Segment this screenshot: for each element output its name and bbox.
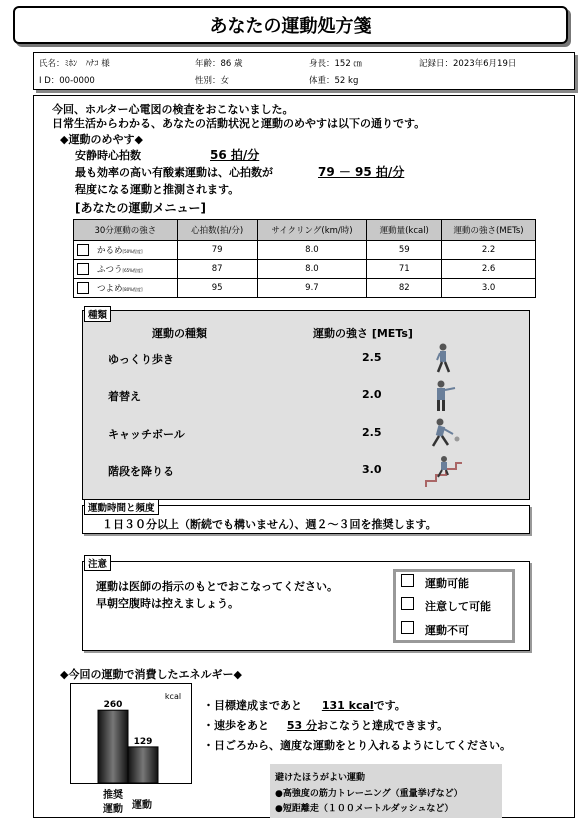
bullet-1-suffix: です。: [373, 699, 406, 712]
chart-unit: kcal: [164, 692, 182, 701]
patient-sex: 性別：女: [195, 76, 230, 86]
avoid-item-1: ●高強度の筋力トレーニング（重量挙げなど）: [275, 789, 463, 799]
intensity-tag: [50%程度]: [122, 248, 143, 254]
hr-cell: 95: [177, 279, 257, 298]
option-exercise-caution[interactable]: [401, 597, 491, 613]
checkbox[interactable]: [77, 263, 89, 275]
exercise-mets: 2.5: [362, 426, 382, 439]
intensity-cell[interactable]: [74, 260, 178, 279]
energy-bullet-1: [203, 697, 406, 713]
mets-cell: 3.0: [442, 279, 536, 298]
dressing-person-icon: [428, 379, 458, 413]
checkbox[interactable]: [77, 282, 89, 294]
stairs-person-icon: [424, 455, 464, 489]
exercise-mets: 3.0: [362, 463, 382, 476]
caution-line-1: 運動は医師の指示のもとでおこなってください。: [96, 580, 338, 593]
patient-id: I D：00-0000: [39, 76, 95, 86]
intro-line-1: 今回、ホルター心電図の検査をおこないました。: [52, 103, 294, 116]
table-row: [74, 241, 536, 260]
intro-line-2: 日常生活からわかる、あなたの活動状況と運動のめやすは以下の通りです。: [52, 117, 426, 130]
menu-heading: [あなたの運動メニュー]: [75, 201, 206, 215]
table-header: 運動量(kcal): [367, 220, 442, 241]
option-exercise-ng[interactable]: [401, 621, 469, 637]
option-label: 注意して可能: [425, 600, 491, 613]
page-title: あなたの運動処方箋: [13, 6, 568, 44]
table-header: 心拍数(拍/分): [177, 220, 257, 241]
chart-bar: [128, 747, 158, 783]
mets-cell: 2.2: [442, 241, 536, 260]
types-label: 種類: [84, 306, 111, 322]
energy-bar-chart: [70, 683, 192, 784]
intensity-name: つよめ: [97, 283, 123, 294]
walking-person-icon: [428, 342, 458, 374]
frequency-label: 運動時間と頻度: [84, 499, 159, 515]
checkbox[interactable]: [77, 244, 89, 256]
avoid-title: 避けたほうがよい運動: [275, 773, 366, 783]
exercise-menu-table: [73, 219, 536, 298]
cycling-cell: 9.7: [257, 279, 367, 298]
col-exercise-mets: 運動の強さ [METs]: [313, 327, 413, 340]
energy-heading: ◆今回の運動で消費したエネルギー◆: [60, 668, 242, 681]
checkbox[interactable]: [401, 621, 414, 634]
patient-height: 身長：152 ㎝: [309, 59, 362, 69]
frequency-text: １日３０分以上（断続でも構いません）、週２～３回を推奨します。: [102, 518, 437, 531]
cycling-cell: 8.0: [257, 260, 367, 279]
patient-weight: 体重：52 kg: [309, 76, 359, 86]
chart-bar-value: 129: [133, 736, 153, 747]
mets-cell: 2.6: [442, 260, 536, 279]
caution-label: 注意: [84, 555, 111, 571]
intensity-tag: [65%程度]: [122, 267, 143, 273]
chart-category-target: 推奨 運動: [103, 790, 123, 815]
table-header: 運動の強さ(METs): [442, 220, 536, 241]
avoid-item-2: ●短距離走（１００メートルダッシュなど）: [275, 804, 454, 814]
col-exercise-type: 運動の種類: [152, 327, 207, 340]
option-exercise-ok[interactable]: [401, 574, 469, 590]
kcal-cell: 59: [367, 241, 442, 260]
intensity-cell[interactable]: [74, 279, 178, 298]
guide-heading: ◆運動のめやす◆: [60, 133, 143, 146]
caution-line-2: 早朝空腹時は控えましょう。: [96, 597, 239, 610]
intensity-cell[interactable]: [74, 241, 178, 260]
intensity-tag: [80%程度]: [122, 286, 143, 292]
exercise-name: ゆっくり歩き: [108, 353, 174, 366]
bullet-1-prefix: ・目標達成まであと: [203, 699, 302, 712]
effective-exercise-text: 最も効率の高い有酸素運動は、心拍数が: [75, 166, 273, 179]
checkbox[interactable]: [401, 597, 414, 610]
patient-name: 氏名：ﾐﾎﾝ ﾊﾅｺ 様: [39, 59, 110, 69]
intensity-name: ふつう: [97, 264, 123, 275]
patient-age: 年齢：86 歳: [195, 59, 243, 69]
exercise-name: 階段を降りる: [108, 465, 174, 478]
intensity-name: かるめ: [97, 245, 123, 256]
energy-bullet-3: ・日ごろから、適度な運動をとり入れるようにしてください。: [203, 739, 511, 752]
estimate-text: 程度になる運動と推測されます。: [75, 183, 240, 196]
remaining-kcal: 131 kcal: [321, 699, 374, 712]
catchball-person-icon: [428, 417, 462, 449]
table-row: [74, 279, 536, 298]
record-date: 記録日：2023年6月19日: [419, 59, 517, 69]
energy-bullet-2: [203, 717, 448, 733]
resting-hr-label: 安静時心拍数: [75, 149, 141, 162]
checkbox[interactable]: [401, 574, 414, 587]
chart-bar: [98, 710, 128, 783]
remaining-minutes: 53 分: [286, 719, 317, 732]
option-label: 運動可能: [425, 577, 469, 590]
hr-cell: 79: [177, 241, 257, 260]
chart-category-actual: 運動: [132, 800, 152, 811]
table-header: サイクリング(km/時): [257, 220, 367, 241]
table-header: 30分運動の強さ: [74, 220, 178, 241]
exercise-mets: 2.0: [362, 388, 382, 401]
table-row: [74, 260, 536, 279]
kcal-cell: 71: [367, 260, 442, 279]
bullet-2-prefix: ・速歩をあと: [203, 719, 269, 732]
table-header-row: [74, 220, 536, 241]
exercise-name: 着替え: [108, 390, 141, 403]
chart-bar-value: 260: [103, 700, 123, 711]
effective-hr-range: 79 － 95 拍/分: [318, 165, 405, 179]
exercise-mets: 2.5: [362, 351, 382, 364]
exercise-name: キャッチボール: [108, 428, 185, 441]
resting-hr-value: 56 拍/分: [210, 148, 260, 162]
hr-cell: 87: [177, 260, 257, 279]
cycling-cell: 8.0: [257, 241, 367, 260]
patient-info-box: [33, 52, 575, 90]
kcal-cell: 82: [367, 279, 442, 298]
bullet-2-suffix: おこなうと達成できます。: [316, 719, 449, 732]
option-label: 運動不可: [425, 624, 469, 637]
